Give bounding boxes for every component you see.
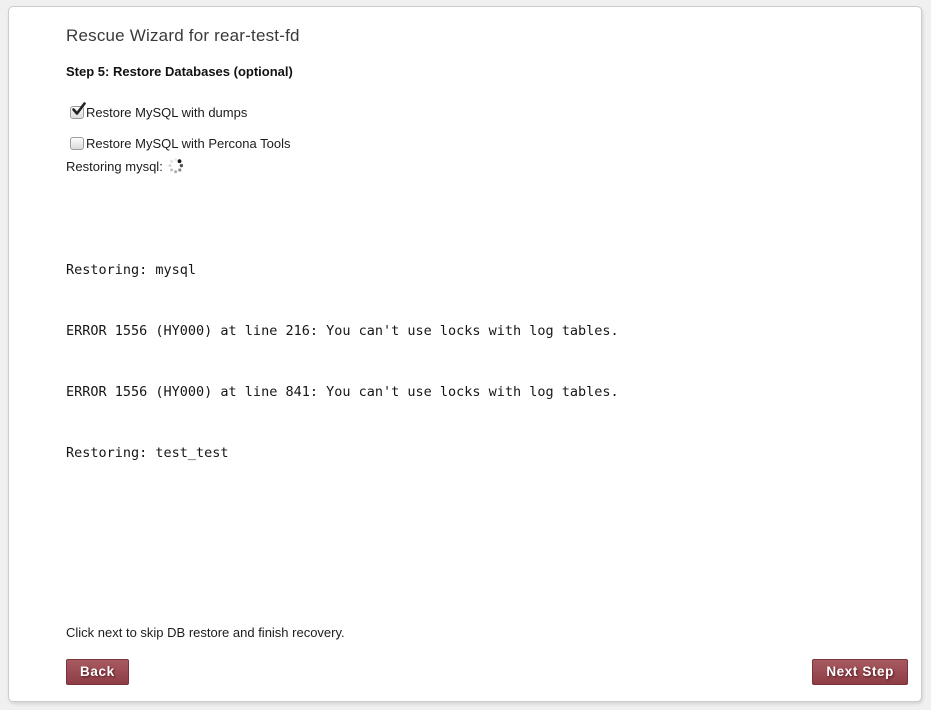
back-button[interactable]: Back [66,659,129,685]
checkbox-unchecked[interactable] [70,137,84,150]
spinner-icon [168,158,184,174]
option-label: Restore MySQL with Percona Tools [86,135,291,151]
checkbox-checked[interactable] [70,106,84,119]
restore-log [66,219,901,505]
option-restore-mysql-dumps[interactable] [70,104,247,120]
status-line [66,159,184,174]
status-label: Restoring mysql: [66,159,163,174]
wizard-card [8,6,922,702]
next-hint-text: Click next to skip DB restore and finish recovery. [66,625,345,640]
log-line: Restoring: mysql [66,261,197,278]
log-line: ERROR 1556 (HY000) at line 841: You can't use locks with log tables. [66,384,619,401]
log-line: ERROR 1556 (HY000) at line 216: You can't use locks with log tables. [66,323,619,340]
step-heading: Step 5: Restore Databases (optional) [66,64,293,79]
checkmark-icon [71,102,87,118]
log-line: Restoring: test_test [66,445,229,462]
option-label: Restore MySQL with dumps [86,104,248,120]
page-title: Rescue Wizard for rear-test-fd [66,26,300,45]
next-step-button[interactable]: Next Step [812,659,908,685]
option-restore-mysql-percona[interactable] [70,135,290,151]
